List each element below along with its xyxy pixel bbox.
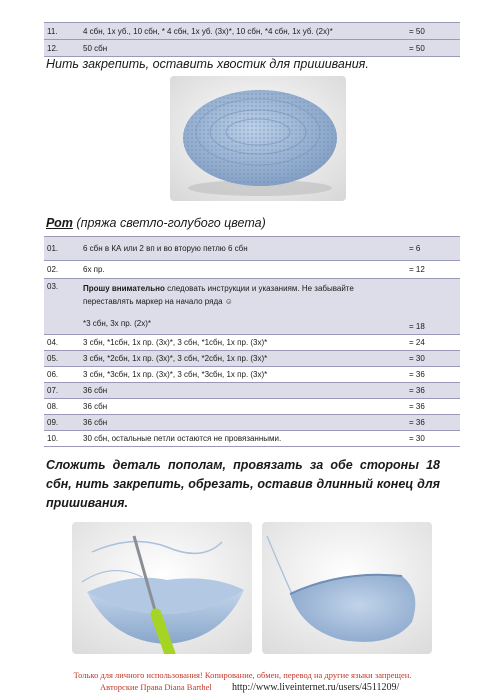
row-text-2: *3 сбн, 3х пр. (2х)* [83, 319, 152, 328]
table-row [44, 237, 460, 261]
row-number: 02. [44, 261, 80, 279]
row-total: = 50 [406, 23, 460, 40]
row-text: 3 сбн, *3сбн, 1х пр. (3х)*, 3 сбн, *3сбн, 1х пр. (3х)* [80, 367, 406, 383]
row-number: 05. [44, 351, 80, 367]
row-text: 6х пр. [80, 261, 406, 279]
row-text: 4 сбн, 1х уб., 10 сбн, * 4 сбн, 1х уб. (3х)*, 10 сбн, *4 сбн, 1х уб. (2х)* [80, 23, 406, 40]
table-row [44, 279, 460, 335]
row-number: 08. [44, 399, 80, 415]
row-total: = 6 [406, 237, 460, 261]
heading-subtitle: (пряжа светло-голубого цвета) [72, 216, 266, 230]
row-text: 3 сбн, *2сбн, 1х пр. (3х)*, 3 сбн, *2сбн, 1х пр. (3х)* [80, 351, 406, 367]
table-row [44, 431, 460, 447]
heading-title: Рот [46, 216, 73, 230]
table-row [44, 415, 460, 431]
row-text: 36 сбн [80, 415, 406, 431]
row-total: = 30 [406, 351, 460, 367]
instruction-text: Сложить деталь пополам, провязать за обе стороны 18 сбн, нить закрепить, обрезать, оставив длинный конец для пришивания. [46, 458, 440, 510]
row-total: = 36 [406, 367, 460, 383]
row-number: 07. [44, 383, 80, 399]
watermark-link[interactable]: http://www.liveinternet.ru/users/4511209/ [232, 682, 400, 693]
photo-oval-piece [170, 76, 346, 201]
row-text: 36 сбн [80, 399, 406, 415]
table-row [44, 367, 460, 383]
row-text-bold: Прошу внимательно [83, 284, 165, 293]
row-total: = 36 [406, 383, 460, 399]
top-pattern-table [44, 22, 460, 57]
table-row [44, 351, 460, 367]
section-heading [46, 216, 266, 230]
row-text: 50 сбн [80, 40, 406, 57]
table-row [44, 261, 460, 279]
table-row [44, 383, 460, 399]
row-total: = 50 [406, 40, 460, 57]
row-text: 36 сбн [80, 383, 406, 399]
row-text: 6 сбн в КА или 2 вп и во вторую петлю 6 сбн [80, 237, 406, 261]
table-row [44, 399, 460, 415]
row-text: следовать инструкции и указаниям. Не забывайте переставлять маркер на начало ряда ☺ [83, 284, 354, 306]
row-text: 30 сбн, остальные петли остаются не провязанными. [80, 431, 406, 447]
row-total: = 18 [406, 279, 460, 335]
row-number: 10. [44, 431, 80, 447]
row-total: = 36 [406, 399, 460, 415]
row-text: 3 сбн, *1сбн, 1х пр. (3х)*, 3 сбн, *1сбн, 1х пр. (3х)* [80, 335, 406, 351]
row-number: 09. [44, 415, 80, 431]
note-top: Нить закрепить, оставить хвостик для пришивания. [46, 57, 369, 71]
row-total: = 24 [406, 335, 460, 351]
row-number: 06. [44, 367, 80, 383]
footer-rights: Авторские Права Diana Barthel [100, 682, 212, 692]
row-total: = 30 [406, 431, 460, 447]
row-number: 01. [44, 237, 80, 261]
table-row [44, 40, 460, 57]
row-text-block [80, 279, 406, 335]
row-number: 11. [44, 23, 80, 40]
footer-copyright: Только для личного использования! Копирование, обмен, перевод на другие языки запрещен. [73, 670, 412, 680]
photo-folded-half-moon [262, 522, 432, 654]
row-number: 04. [44, 335, 80, 351]
row-number: 12. [44, 40, 80, 57]
row-total: = 36 [406, 415, 460, 431]
row-total: = 12 [406, 261, 460, 279]
table-row [44, 23, 460, 40]
table-row [44, 335, 460, 351]
photo-folded-with-hook [72, 522, 252, 654]
mouth-pattern-table [44, 236, 460, 447]
row-number: 03. [44, 279, 80, 335]
